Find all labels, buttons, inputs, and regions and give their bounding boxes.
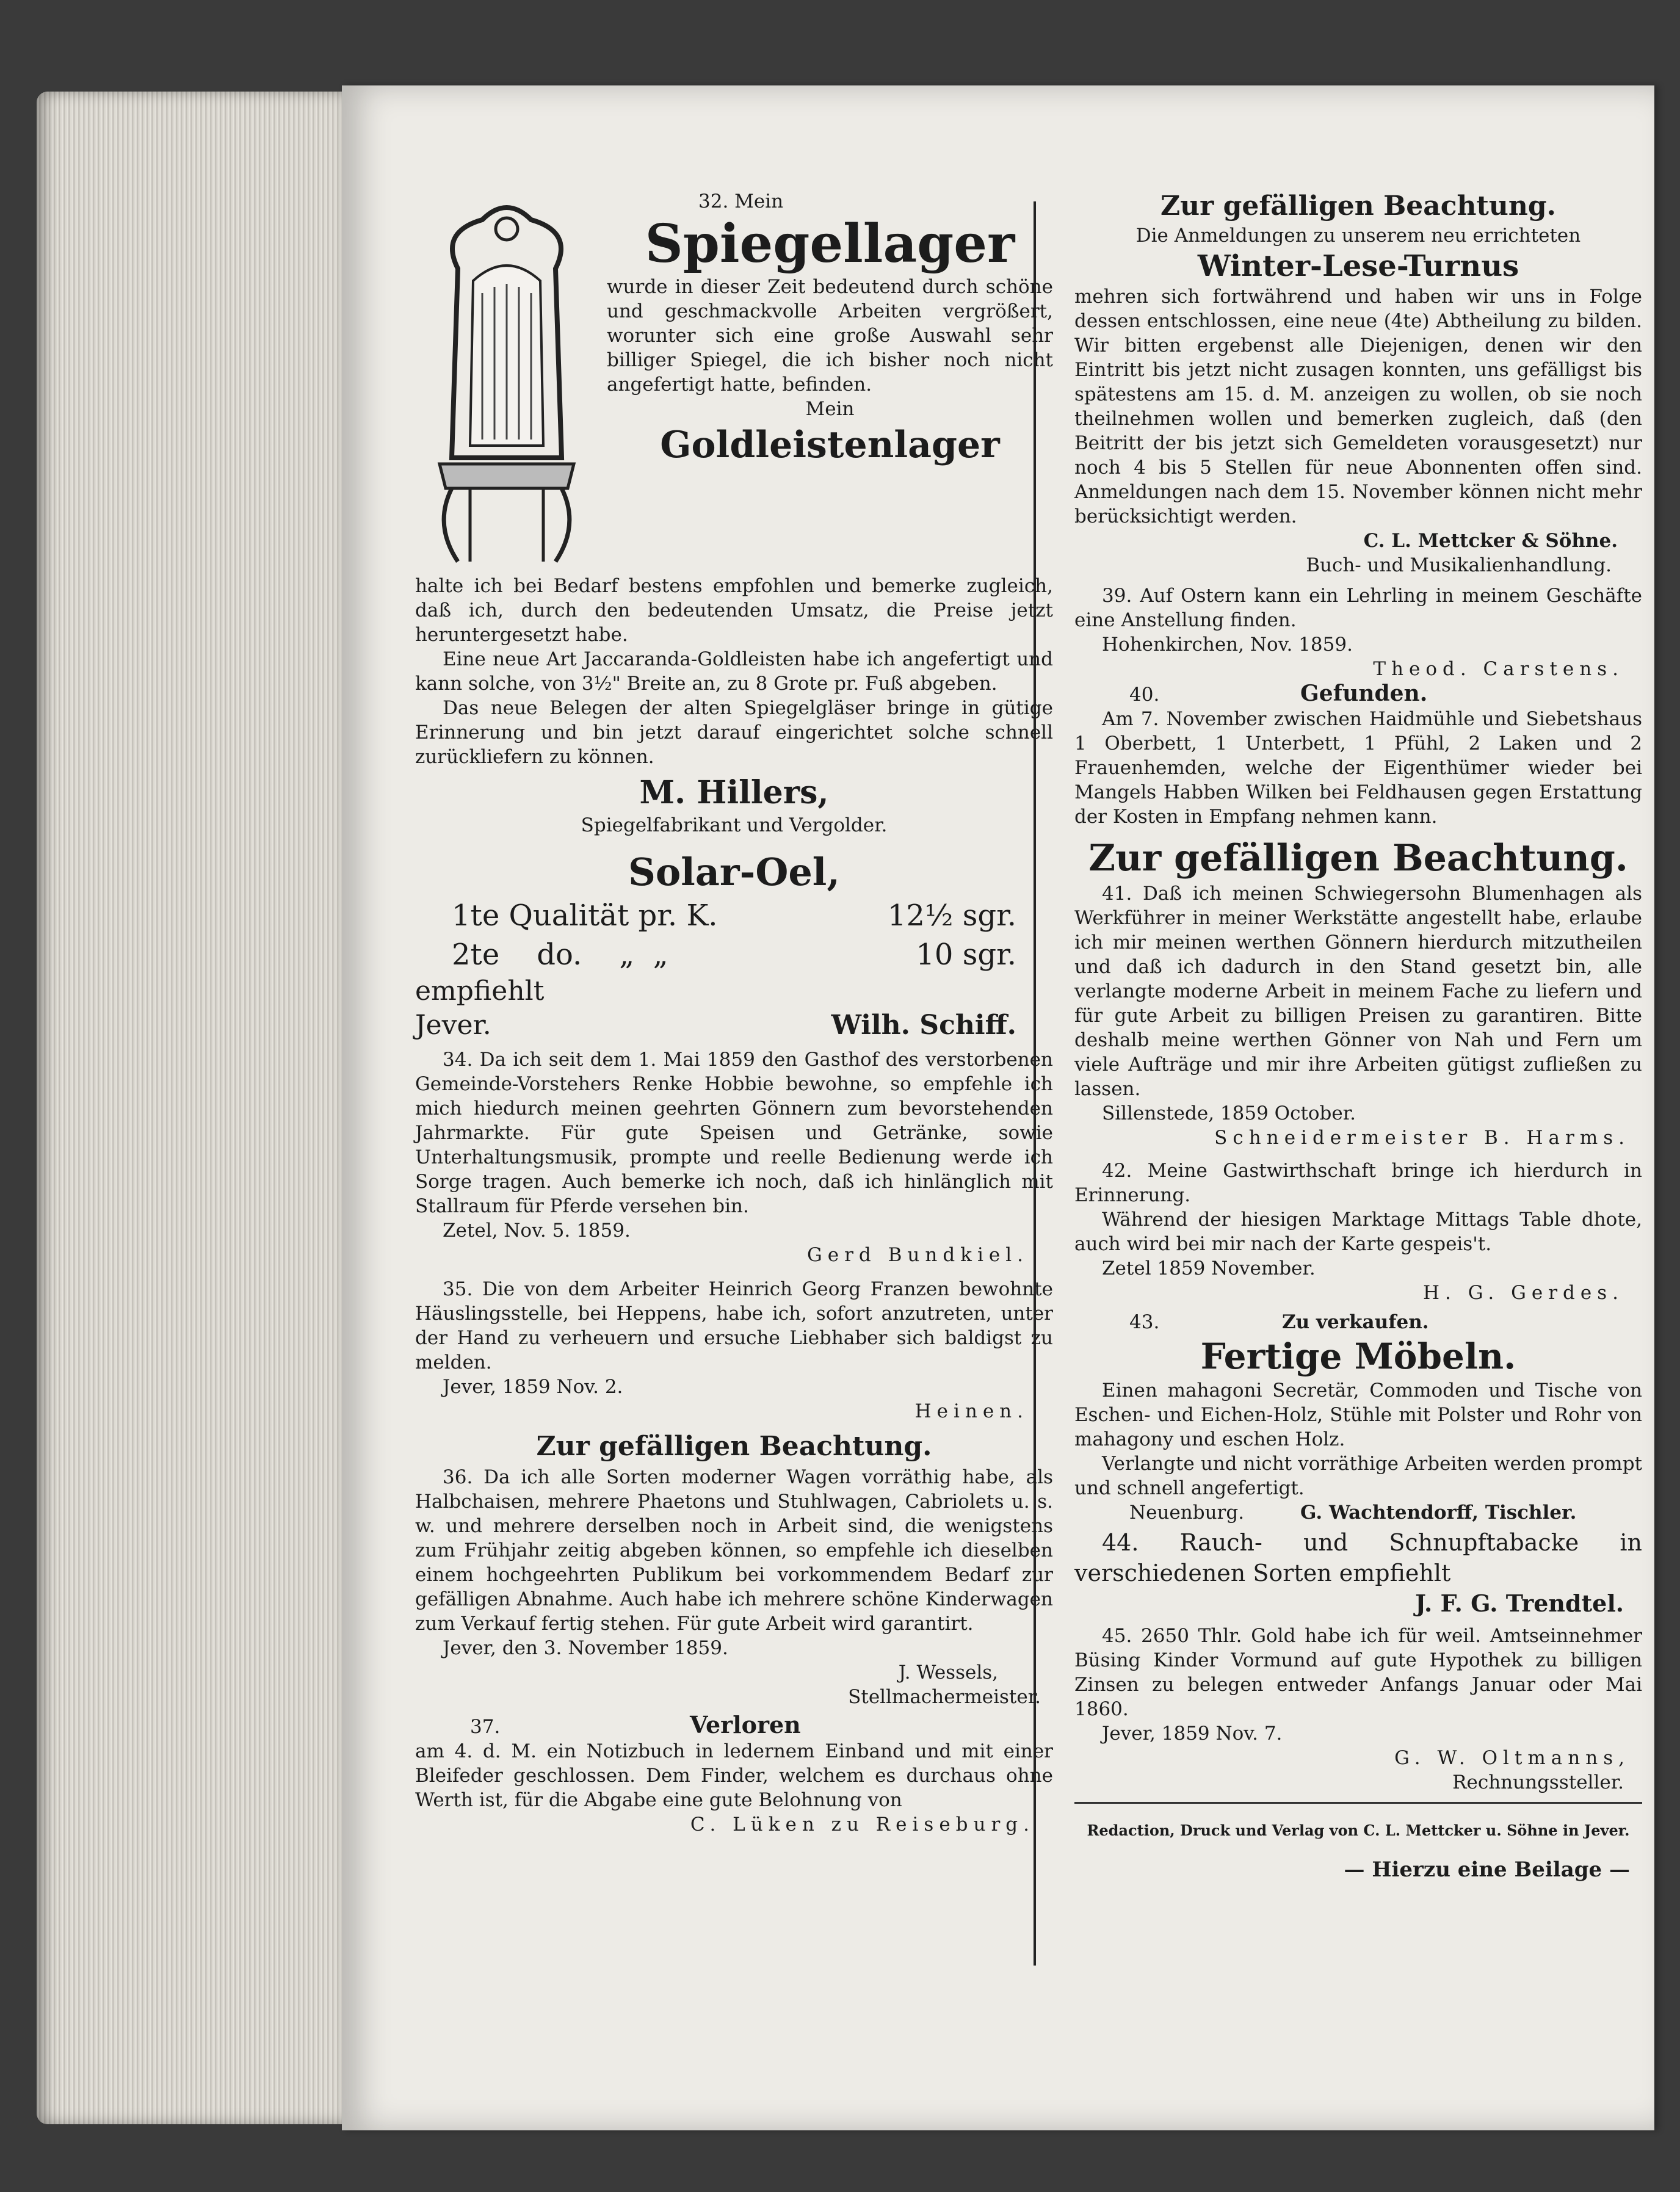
ad-41-heading: Zur gefälligen Beachtung. [1088,837,1628,880]
ad-41-signature: Schneidermeister B. Harms. [1214,1127,1630,1149]
ad-36 [415,1428,1053,1709]
ad-32 [415,189,1053,837]
book-page-edges [37,92,342,2124]
ad-45-text: 45. 2650 Thlr. Gold habe ich für weil. Amtseinnehmer Büsing Kinder Vormund auf gute Hypothek zu billigen Zinsen zu belegen entweder Anfangs Januar oder Mai 1860. [1074,1625,1642,1720]
ad-32-text: wurde in dieser Zeit bedeutend durch schöne und geschmackvolle Arbeiten vergrößert, worunter sich eine große Auswahl sehr billiger Spiegel, die ich bisher noch nicht angefertigt hatte, befinden. [607,276,1053,396]
ad-40-number: 40. [1129,684,1160,706]
ad-42-signature: H. G. Gerdes. [1423,1282,1624,1304]
ad-34 [415,1047,1053,1267]
ad-38-intro: Die Anmeldungen zu unserem neu errichteten [1135,225,1581,247]
ad-36-signature: J. Wessels, [898,1662,998,1684]
ad-42-text-2: Während der hiesigen Marktage Mittags Table dhote, auch wird bei mir nach der Karte gespeis't. [1074,1209,1642,1255]
ad-39-text: 39. Auf Ostern kann ein Lehrling in meinem Geschäfte eine Anstellung finden. [1074,585,1642,631]
ad-38-title: Winter-Lese-Turnus [1197,249,1519,283]
ad-39-date: Hohenkirchen, Nov. 1859. [1102,634,1353,656]
ad-36-text: 36. Da ich alle Sorten moderner Wagen vorräthig habe, als Halbchaisen, mehrere Phaetons und Stuhlwagen, Cabriolets u. s. w. und mehrere derselben noch in Arbeit sind, die wenigstens zum Frühjahr zeitig abgeben können, so empfehle ich dieselben einem hochgeehrten Publikum bei vorkommendem Bedarf zur gefälligen Abnahme. Auch habe ich mehrere schöne Kinderwagen zum Verkauf fertig stehen. Für gute Arbeit wird garantirt. [415,1466,1053,1635]
ad-43-place: Neuenburg. [1129,1502,1245,1524]
ad-33-place: Jever. [415,1010,491,1041]
ad-41-text: 41. Daß ich meinen Schwiegersohn Blumenhagen als Werkführer in meiner Werkstätte angestellt habe, erlaube ich mir meinen werthen Gönnern hierdurch mitzutheilen und daß ich dadurch in den Stand gesetzt bin, alle verlangte moderne Arbeit in meinem Fache zu liefern und für gute Arbeit zu billigen Preisen zu garantiren. Bitte deshalb meine werthen Gönner von Nah und Fern um viele Aufträge und mir ihre Arbeiten gütigst zufließen zu lassen. [1074,883,1642,1100]
ad-45-role: Rechnungssteller. [1452,1771,1624,1793]
ad-43 [1074,1310,1642,1525]
ad-33-quality-2: 2te do. „ „ [452,938,668,972]
ad-43-text: Einen mahagoni Secretär, Commoden und Tische von Eschen- und Eichen-Holz, Stühle mit Polster und Rohr von mahagony und eschen Holz. [1074,1380,1642,1450]
mirror-illustration [415,195,598,574]
ad-36-heading: Zur gefälligen Beachtung. [536,1431,932,1462]
supplement-note: — Hierzu eine Beilage — [1344,1857,1630,1882]
ad-38-signature: C. L. Mettcker & Söhne. [1363,530,1618,552]
ad-40 [1074,681,1642,829]
right-column [1074,189,1642,1882]
ad-38 [1074,189,1642,577]
ad-33-empfiehlt: empfiehlt [415,975,545,1007]
ad-38-text: mehren sich fortwährend und haben wir uns in Folge dessen entschlossen, eine neue (4te) Abtheilung zu bilden. Wir bitten ergebenst alle Diejenigen, denen wir den Eintritt bis jetzt nicht zusagen konnten, uns gefälligst bis spätestens am 15. d. M. anzeigen zu wollen, ob sie noch theilnehmen wollen und bemerken zugleich, daß (den Beitritt der bis jetzt sich Gemeldeten vorausgesetzt) nur noch 4 bis 5 Stellen für neue Abonnenten offen sind. Anmeldungen nach dem 15. November können nicht mehr berücksichtigt werden. [1074,286,1642,527]
ad-43-text-2: Verlangte und nicht vorräthige Arbeiten werden prompt und schnell angefertigt. [1074,1453,1642,1499]
ad-33 [415,848,1053,1043]
ad-32-heading: Spiegellager [645,213,1015,275]
ad-45-date: Jever, 1859 Nov. 7. [1102,1723,1283,1745]
ad-37-heading: Verloren [690,1711,801,1738]
ad-42-text: 42. Meine Gastwirthschaft bringe ich hierdurch in Erinnerung. [1074,1160,1642,1206]
ad-43-number: 43. [1129,1311,1160,1333]
ad-44-text: 44. Rauch- und Schnupftabacke in verschiedenen Sorten empfiehlt [1074,1529,1642,1586]
ad-33-price-2: 10 sgr. [916,938,1016,972]
ad-34-text: 34. Da ich seit dem 1. Mai 1859 den Gasthof des verstorbenen Gemeinde-Vorstehers Renke Hobbie bewohne, so empfehle ich mich hiedurch meinen geehrten Gönnern zum bevorstehenden Jahrmarkte. Für gute Speisen und Getränke, sowie Unterhaltungsmusik, prompte und reelle Bedienung werde ich Sorge tragen. Auch bemerke ich noch, daß ich hinlänglich mit Stallraum für Pferde versehen bin. [415,1049,1053,1217]
ad-38-heading: Zur gefälligen Beachtung. [1160,190,1556,222]
ad-41-date: Sillenstede, 1859 October. [1102,1102,1356,1124]
ad-41 [1074,835,1642,1150]
ad-37 [415,1713,1053,1837]
ad-33-heading: Solar-Oel, [628,850,840,894]
ad-44 [1074,1527,1642,1619]
ad-32-text-2: halte ich bei Bedarf bestens empfohlen und bemerke zugleich, daß ich, durch den bedeutenden Umsatz, die Preise jetzt heruntergesetzt habe. [415,575,1053,646]
ad-42-date: Zetel 1859 November. [1102,1257,1316,1279]
ad-39-signature: Theod. Carstens. [1373,658,1624,680]
imprint-rule [1074,1802,1642,1804]
ad-34-signature: Gerd Bundkiel. [807,1244,1029,1266]
ad-37-text: am 4. d. M. ein Notizbuch in ledernem Einband und mit einer Bleifeder geschlossen. Dem Finder, welchem es durchaus ohne Werth ist, für die Abgabe eine gute Belohnung von [415,1740,1053,1811]
ad-42 [1074,1159,1642,1305]
ad-33-price-1: 12½ sgr. [887,899,1016,933]
ad-32-text-3: Eine neue Art Jaccaranda-Goldleisten habe ich angefertigt und kann solche, von 3½" Breite an, zu 8 Grote pr. Fuß abgeben. [415,648,1053,695]
imprint: Redaction, Druck und Verlag von C. L. Mettcker u. Söhne in Jever. [1087,1821,1630,1839]
newspaper-page [342,85,1654,2130]
left-column [415,189,1053,1837]
ad-36-date: Jever, den 3. November 1859. [443,1637,728,1659]
ad-45 [1074,1624,1642,1795]
ad-45-signature: G. W. Oltmanns, [1394,1747,1630,1769]
ad-32-number: 32. Mein [698,190,784,212]
ad-37-number: 37. [470,1716,501,1738]
ad-32-role: Spiegelfabrikant und Vergolder. [581,814,888,836]
ad-32-heading-2: Goldleistenlager [660,424,1000,466]
ad-35-date: Jever, 1859 Nov. 2. [443,1376,623,1398]
ad-44-signature: J. F. G. Trendtel. [1415,1590,1624,1617]
ad-35 [415,1277,1053,1423]
ad-38-role: Buch- und Musikalienhandlung. [1306,554,1612,576]
ad-33-quality-1: 1te Qualität pr. K. [452,899,718,933]
ad-43-subheading: Zu verkaufen. [1282,1311,1429,1333]
ad-32-mein: Mein [805,398,855,420]
ad-40-text: Am 7. November zwischen Haidmühle und Siebetshaus 1 Oberbett, 1 Unterbett, 1 Pfühl, 2 Laken und 2 Frauenhemden, welche der Eigenthümer wieder bei Mangels Habben Wilken bei Feldhausen gegen Erstattung der Kosten in Empfang nehmen kann. [1074,708,1642,828]
ad-43-signature: G. Wachtendorff, Tischler. [1300,1502,1577,1524]
ad-32-text-4: Das neue Belegen der alten Spiegelgläser bringe in gütige Erinnerung und bin jetzt darauf eingerichtet solche schnell zurückliefern zu können. [415,697,1053,768]
ad-33-signature: Wilh. Schiff. [831,1010,1016,1041]
ad-43-heading: Fertige Möbeln. [1200,1336,1516,1377]
ad-40-heading: Gefunden. [1300,681,1428,706]
ad-35-text: 35. Die von dem Arbeiter Heinrich Georg Franzen bewohnte Häuslingsstelle, bei Heppens, habe ich, sofort anzutreten, unter der Hand zu verheuern und ersuche Liebhaber sich baldigst zu melden. [415,1278,1053,1373]
ad-39 [1074,584,1642,681]
ad-36-role: Stellmachermeister. [848,1686,1041,1708]
ad-37-signature: C. Lüken zu Reiseburg. [690,1814,1035,1836]
ad-34-date: Zetel, Nov. 5. 1859. [443,1220,631,1242]
ad-32-signature: M. Hillers, [639,774,829,811]
ad-35-signature: Heinen. [914,1400,1029,1422]
